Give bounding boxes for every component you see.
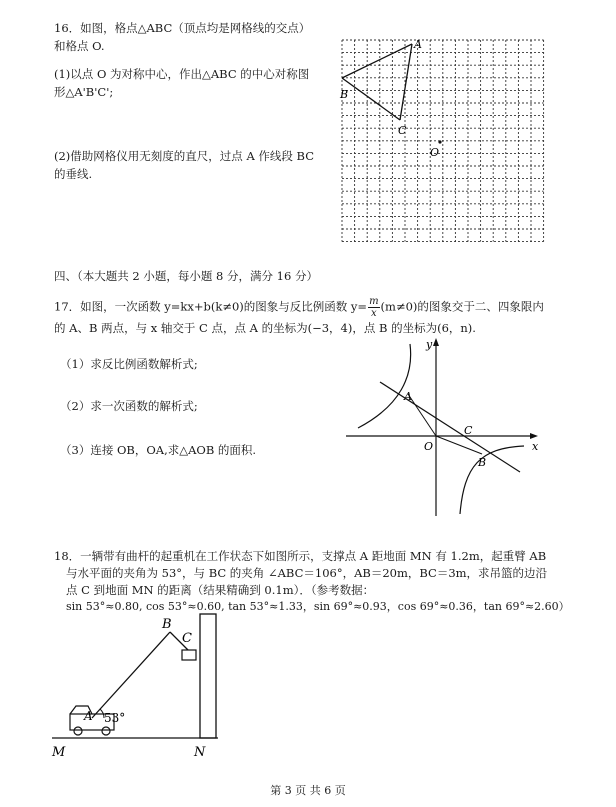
segment-ab: [342, 44, 412, 78]
q18-line4: sin 53°≈0.80, cos 53°≈0.60, tan 53°≈1.33，sin 69°≈0.93，cos 69°≈0.36，tan 69°≈2.60）: [66, 600, 570, 613]
q18-line3: 点 C 到地面 MN 的距离（结果精确到 0.1m）．（参考数据：: [66, 583, 375, 597]
q17-line2: 的 A、B 两点，与 x 轴交于 C 点，点 A 的坐标为(−3，4)，点 B 的坐标为(6，n).: [54, 321, 476, 335]
q17-part2: （2）求一次函数的解析式;: [60, 399, 198, 413]
q16-part2-a: (2)借助网格仪用无刻度的直尺，过点 A 作线段 BC: [54, 149, 315, 163]
section-4-heading: 四、（本大题共 2 小题，每小题 8 分，满分 16 分）: [54, 269, 318, 283]
q17-frac-num: m: [369, 296, 379, 307]
label-c: C: [464, 424, 473, 437]
boom-ab: [92, 632, 170, 718]
segment-bc: [342, 78, 400, 120]
building: [200, 614, 216, 738]
x-axis-arrow: [530, 433, 538, 439]
q18-crane-figure: [48, 610, 238, 770]
q17-graph: [340, 336, 544, 522]
basket: [182, 650, 196, 660]
q17-line1-pre: 17．如图，一次函数 y=kx+b(k≠0)的图象与反比例函数 y=: [54, 299, 368, 314]
segment-ob: [436, 436, 482, 454]
label-a: A: [404, 390, 412, 403]
label-o: O: [430, 146, 440, 159]
q17-part3: （3）连接 OB，OA,求△AOB 的面积.: [60, 443, 257, 457]
q17-line1: [54, 296, 544, 319]
hyperbola-branch-4: [460, 446, 524, 514]
q17-frac-den: x: [370, 308, 377, 319]
q18-line2: 与水平面的夹角为 53°，与 BC 的夹角 ∠ABC＝106°，AB＝20m，BC＝3m，求吊篮的边沿: [66, 566, 548, 580]
label-a: A: [84, 709, 93, 723]
q16-grid-figure: [336, 34, 550, 250]
segment-ac: [400, 44, 412, 120]
linear-function: [380, 382, 520, 472]
label-y: y: [426, 338, 433, 351]
q17-fraction: [368, 296, 379, 319]
q16-line1: 16．如图，格点△ABC（顶点均是网格线的交点）: [54, 21, 311, 35]
point-o: [438, 140, 441, 143]
q18-line1: 18．一辆带有曲杆的起重机在工作状态下如图所示，支撑点 A 距地面 MN 有 1.2m，起重臂 AB: [54, 549, 547, 563]
label-angle: 53°: [104, 711, 126, 725]
q16-part1-a: (1)以点 O 为对称中心，作出△ABC 的中心对称图: [54, 67, 310, 81]
q16-part2-b: 的垂线.: [54, 167, 93, 181]
q16-line2: 和格点 O.: [54, 39, 105, 53]
label-m: M: [52, 745, 66, 760]
truck-wheel-front: [74, 727, 82, 735]
truck-wheel-rear: [102, 727, 110, 735]
label-b: B: [162, 617, 172, 632]
q17-line1-post: (m≠0)的图象交于二、四象限内: [380, 299, 544, 314]
page-footer: 第 3 页 共 6 页: [270, 784, 346, 797]
label-x: x: [532, 440, 539, 453]
label-b: B: [478, 456, 487, 469]
hyperbola-branch-2: [358, 344, 411, 428]
label-c: C: [182, 631, 192, 646]
q17-part1: （1）求反比例函数解析式;: [60, 357, 198, 371]
y-axis-arrow: [433, 338, 439, 346]
label-b: B: [340, 88, 349, 101]
label-c: C: [398, 124, 407, 137]
q16-part1-b: 形△A'B'C';: [54, 85, 114, 99]
label-o: O: [424, 440, 434, 453]
label-a: A: [414, 38, 422, 51]
label-n: N: [194, 745, 206, 760]
